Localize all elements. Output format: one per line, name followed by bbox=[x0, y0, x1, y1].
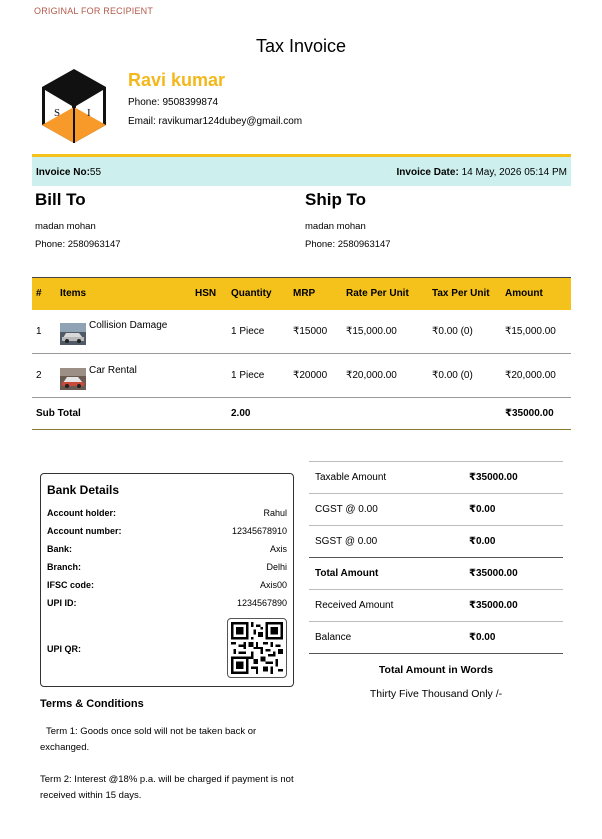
bank-value: 1234567890 bbox=[236, 598, 287, 608]
item-rate: ₹20,000.00 bbox=[342, 354, 428, 398]
summary-row-total bbox=[309, 558, 563, 590]
item-tax: ₹0.00 (0) bbox=[428, 310, 501, 354]
car-thumbnail-icon bbox=[60, 368, 86, 390]
bank-row-ifsc bbox=[47, 580, 287, 590]
bank-details-box bbox=[40, 473, 294, 687]
bank-label: Branch: bbox=[47, 562, 82, 572]
bill-to-phone: Phone: 2580963147 bbox=[35, 239, 121, 250]
item-amount: ₹15,000.00 bbox=[501, 310, 571, 354]
subtotal-label: Sub Total bbox=[32, 398, 227, 430]
logo-letter-s: S bbox=[54, 107, 61, 119]
summary-row-balance bbox=[309, 622, 563, 654]
qr-code-icon bbox=[231, 622, 283, 674]
business-phone: Phone: 9508399874 bbox=[128, 97, 219, 108]
item-mrp: ₹15000 bbox=[289, 310, 342, 354]
bank-row-bank bbox=[47, 544, 287, 554]
logo-letter-i: I bbox=[87, 107, 91, 119]
bank-row-branch bbox=[47, 562, 287, 572]
invoice-date bbox=[397, 167, 567, 178]
bank-value: Axis bbox=[269, 544, 287, 554]
business-name: Ravi kumar bbox=[128, 70, 226, 90]
upi-qr-code bbox=[227, 618, 287, 678]
item-hsn bbox=[191, 310, 227, 354]
subtotal-row bbox=[32, 398, 571, 430]
ship-to-phone: Phone: 2580963147 bbox=[305, 239, 391, 250]
subtotal-amount: ₹35000.00 bbox=[501, 398, 571, 430]
summary-value: ₹35000.00 bbox=[463, 462, 563, 494]
summary-row-taxable bbox=[309, 462, 563, 494]
bill-to-name: madan mohan bbox=[35, 221, 96, 232]
item-name: Car Rental bbox=[89, 364, 137, 376]
table-row bbox=[32, 310, 571, 354]
car-thumbnail-icon bbox=[60, 323, 86, 345]
summary-value: ₹0.00 bbox=[463, 622, 563, 654]
item-quantity: 1 Piece bbox=[227, 354, 289, 398]
col-header-mrp: MRP bbox=[289, 278, 342, 310]
items-table-header bbox=[32, 278, 571, 310]
row-index: 2 bbox=[32, 354, 56, 398]
summary-label: Received Amount bbox=[309, 590, 463, 622]
item-hsn bbox=[191, 354, 227, 398]
col-header-tax: Tax Per Unit bbox=[428, 278, 501, 310]
bank-label: Account holder: bbox=[47, 508, 116, 518]
document-title: Tax Invoice bbox=[255, 36, 347, 56]
table-row bbox=[32, 354, 571, 398]
bank-value: Delhi bbox=[266, 562, 287, 572]
summary-row-sgst bbox=[309, 526, 563, 558]
invoice-date-label: Invoice Date: bbox=[396, 167, 459, 178]
item-quantity: 1 Piece bbox=[227, 310, 289, 354]
item-rate: ₹15,000.00 bbox=[342, 310, 428, 354]
invoice-info-bar bbox=[32, 154, 571, 186]
bank-label: UPI ID: bbox=[47, 598, 77, 608]
items-table bbox=[32, 277, 571, 430]
summary-label: CGST @ 0.00 bbox=[309, 494, 463, 526]
amount-in-words-value: Thirty Five Thousand Only /- bbox=[369, 688, 503, 700]
ship-to-heading: Ship To bbox=[305, 190, 367, 209]
terms-heading: Terms & Conditions bbox=[40, 698, 144, 710]
bank-label: Bank: bbox=[47, 544, 73, 554]
term-item: Term 1: Goods once sold will not be taken back or exchanged. bbox=[40, 726, 257, 753]
bank-details-title: Bank Details bbox=[47, 483, 120, 497]
summary-row-cgst bbox=[309, 494, 563, 526]
bank-row-account-number bbox=[47, 526, 287, 536]
summary-row-received bbox=[309, 590, 563, 622]
col-header-quantity: Quantity bbox=[227, 278, 289, 310]
summary-table bbox=[309, 461, 563, 654]
bill-to-heading: Bill To bbox=[35, 190, 86, 209]
col-header-index: # bbox=[32, 278, 56, 310]
col-header-rate: Rate Per Unit bbox=[342, 278, 428, 310]
bank-label: Account number: bbox=[47, 526, 122, 536]
row-index: 1 bbox=[32, 310, 56, 354]
summary-label: Total Amount bbox=[309, 558, 463, 590]
col-header-hsn: HSN bbox=[191, 278, 227, 310]
bank-row-account-holder bbox=[47, 508, 287, 518]
item-mrp: ₹20000 bbox=[289, 354, 342, 398]
summary-label: SGST @ 0.00 bbox=[309, 526, 463, 558]
summary-label: Taxable Amount bbox=[309, 462, 463, 494]
bank-value: 12345678910 bbox=[231, 526, 287, 536]
bank-row-upi-id bbox=[47, 598, 287, 608]
item-cell bbox=[56, 354, 191, 398]
amount-in-words-heading: Total Amount in Words bbox=[378, 664, 494, 676]
summary-label: Balance bbox=[309, 622, 463, 654]
bank-value: Rahul bbox=[263, 508, 287, 518]
summary-value: ₹0.00 bbox=[463, 494, 563, 526]
upi-qr-label: UPI QR: bbox=[47, 644, 82, 654]
bank-value: Axis00 bbox=[259, 580, 287, 590]
item-name: Collision Damage bbox=[89, 320, 168, 332]
original-for-recipient-label: ORIGINAL FOR RECIPIENT bbox=[34, 6, 154, 16]
invoice-number-label: Invoice No: bbox=[36, 167, 90, 178]
col-header-items: Items bbox=[56, 278, 191, 310]
summary-value: ₹0.00 bbox=[463, 526, 563, 558]
bank-label: IFSC code: bbox=[47, 580, 95, 590]
subtotal-quantity: 2.00 bbox=[227, 398, 289, 430]
item-cell bbox=[56, 310, 191, 354]
invoice-number bbox=[36, 167, 101, 178]
business-logo bbox=[40, 67, 108, 145]
ship-to-name: madan mohan bbox=[305, 221, 366, 232]
invoice-date-value: 14 May, 2026 05:14 PM bbox=[461, 167, 567, 178]
business-email: Email: ravikumar124dubey@gmail.com bbox=[128, 116, 303, 127]
col-header-amount: Amount bbox=[501, 278, 571, 310]
item-tax: ₹0.00 (0) bbox=[428, 354, 501, 398]
subtotal-spacer bbox=[289, 398, 501, 430]
item-amount: ₹20,000.00 bbox=[501, 354, 571, 398]
invoice-number-value: 55 bbox=[89, 167, 102, 178]
term-item: Term 2: Interest @18% p.a. will be charged if payment is not received within 15 days. bbox=[40, 774, 294, 801]
summary-value: ₹35000.00 bbox=[463, 590, 563, 622]
summary-value: ₹35000.00 bbox=[463, 558, 563, 590]
